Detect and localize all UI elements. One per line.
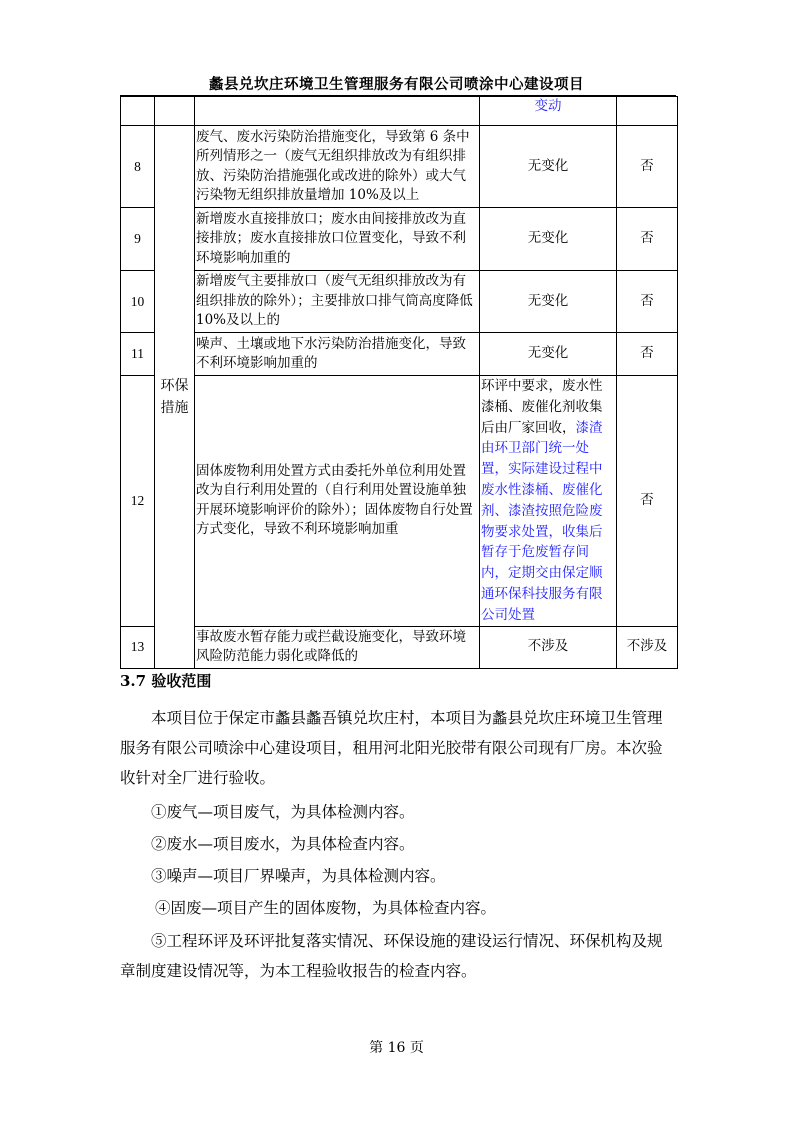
table-row xyxy=(121,333,678,376)
major-change-cell: 否 xyxy=(617,333,678,376)
result-revised-text: 漆渣由环卫部门统一处置，实际建设过程中废水性漆桶、废催化剂、漆渣按照危险废物要求处置，收集后暂存于危废暂存间内，定期交由保定顺通环保科技服务有限公司处置 xyxy=(481,419,603,623)
item-text: 新增废水直接排放口；废水由间接排放改为直接排放；废水直接排放口位置变化，导致不利环境影响加重的 xyxy=(196,210,466,266)
table-row xyxy=(121,126,678,208)
item-description xyxy=(195,333,480,376)
table-row xyxy=(121,271,678,333)
list-item: ②废水—项目废水，为具体检查内容。 xyxy=(151,835,415,853)
result-original-text: 环评中要求，废水性漆桶、废催化剂收集后由厂家回收， xyxy=(481,378,603,436)
list-item: ①废气—项目废气，为具体检测内容。 xyxy=(151,803,415,821)
row-number: 10 xyxy=(121,271,155,333)
result-cell: 无变化 xyxy=(480,208,617,271)
cell-empty xyxy=(617,97,678,126)
item-description xyxy=(195,208,480,271)
item-text: 新增废气主要排放口（废气无组织排放改为有组织排放的除外）；主要排放口排气筒高度降低 10%及以上的 xyxy=(196,273,473,329)
item-description xyxy=(195,626,480,668)
item-text: 固体废物利用处置方式由委托外单位利用处置改为自行利用处置的（自行利用处置设施单独开展环境影响评价的除外）；固体废物自行处置方式变化，导致不利环境影响加重 xyxy=(196,462,473,538)
result-cell: 无变化 xyxy=(480,333,617,376)
continuation-text: 变动 xyxy=(480,97,617,126)
item-description xyxy=(195,126,480,208)
major-change-cell: 不涉及 xyxy=(617,626,678,668)
cell-empty xyxy=(121,97,155,126)
major-change-cell: 否 xyxy=(617,271,678,333)
list-item: ④固废—项目产生的固体废物，为具体检查内容。 xyxy=(155,899,497,917)
row-number: 9 xyxy=(121,208,155,271)
cell-empty xyxy=(155,97,195,126)
major-change-cell: 否 xyxy=(617,126,678,208)
cell-empty xyxy=(195,97,480,126)
major-change-cell: 否 xyxy=(617,208,678,271)
table-row xyxy=(121,208,678,271)
result-cell: 无变化 xyxy=(480,271,617,333)
category-cell: 环保措施 xyxy=(155,126,195,669)
page-number: 第 16 页 xyxy=(369,1040,424,1056)
list-item: ⑤工程环评及环评批复落实情况、环保设施的建设运行情况、环保机构及规章制度建设情况等，为本工程验收报告的检查内容。 xyxy=(120,932,663,980)
item-text: 事故废水暂存能力或拦截设施变化，导致环境风险防范能力弱化或降低的 xyxy=(196,628,466,665)
row-number: 8 xyxy=(121,126,155,208)
result-cell xyxy=(480,376,617,627)
list-item: ③噪声—项目厂界噪声，为具体检测内容。 xyxy=(151,867,446,885)
table-row xyxy=(121,376,678,627)
table-row xyxy=(121,626,678,668)
result-cell: 不涉及 xyxy=(480,626,617,668)
item-text: 废气、废水污染防治措施变化，导致第 6 条中所列情形之一（废气无组织排放改为有组织排放、污染防治措施强化或改进的除外）或大气污染物无组织排放量增加 10%及以上 xyxy=(196,128,470,203)
major-change-cell: 否 xyxy=(617,376,678,627)
section-title: 3.7 验收范围 xyxy=(120,672,212,690)
item-description xyxy=(195,376,480,627)
row-number: 11 xyxy=(121,333,155,376)
item-text: 噪声、土壤或地下水污染防治措施变化，导致不利环境影响加重的 xyxy=(196,335,466,371)
item-description xyxy=(195,271,480,333)
page-header-title: 蠡县兑坎庄环境卫生管理服务有限公司喷涂中心建设项目 xyxy=(209,76,584,93)
row-number: 12 xyxy=(121,376,155,627)
result-cell: 无变化 xyxy=(480,126,617,208)
section-intro-paragraph: 本项目位于保定市蠡县蠡吾镇兑坎庄村，本项目为蠡县兑坎庄环境卫生管理服务有限公司喷涂中心建设项目，租用河北阳光胶带有限公司现有厂房。本次验收针对全厂进行验收。 xyxy=(120,709,663,787)
row-number: 13 xyxy=(121,626,155,668)
table-row-continuation xyxy=(121,97,678,126)
change-assessment-table xyxy=(120,96,678,669)
